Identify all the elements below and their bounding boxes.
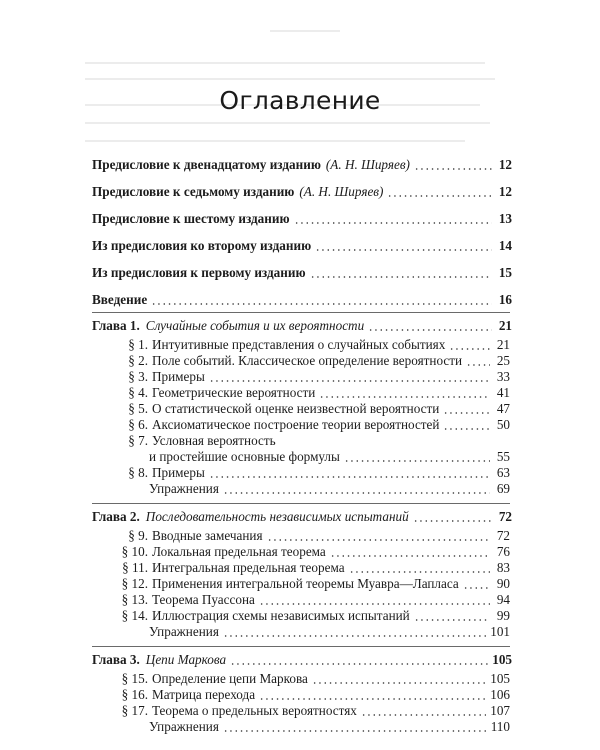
- dot-leader: [368, 329, 492, 331]
- section-title: Геометрические вероятности: [152, 385, 316, 400]
- dot-leader: [223, 492, 490, 494]
- page-number: 90: [496, 576, 510, 591]
- toc-entry-preface-12[interactable]: [92, 157, 512, 173]
- page-number: 72: [496, 528, 510, 543]
- section-number: § 12.: [121, 576, 148, 591]
- section-title: Матрица перехода: [152, 687, 256, 702]
- page-number: 94: [496, 592, 510, 607]
- section-title: Примеры: [152, 465, 205, 480]
- section-number: § 2.: [128, 353, 148, 368]
- page-number: 72: [498, 509, 512, 524]
- page-number: 21: [498, 318, 512, 333]
- dot-leader: [361, 714, 486, 716]
- dot-leader: [443, 412, 490, 414]
- page-number: 13: [498, 211, 512, 226]
- section-number: § 4.: [128, 385, 148, 400]
- section-title: Аксиоматическое построение теории вероятностей: [152, 417, 440, 432]
- dot-leader: [312, 682, 486, 684]
- chapter-label: Глава 1.: [92, 318, 140, 333]
- toc-chapter-1[interactable]: [92, 318, 512, 334]
- section-number: § 13.: [121, 592, 148, 607]
- section-title: Поле событий. Классическое определение вероятности: [152, 353, 463, 368]
- toc-exercises-ch2[interactable]: [149, 624, 510, 640]
- section-title: Условная вероятность: [152, 433, 276, 448]
- toc-entry-preface-2[interactable]: [92, 238, 512, 254]
- toc-entry-label: Предисловие к двенадцатому изданию: [92, 157, 321, 172]
- dot-leader: [387, 195, 492, 197]
- toc-entry-label: Введение: [92, 292, 148, 307]
- dot-leader: [209, 380, 490, 382]
- dot-leader: [349, 571, 490, 573]
- page-number: 33: [496, 369, 510, 384]
- chapter-title: Цепи Маркова: [145, 652, 227, 667]
- toc-exercises-ch3[interactable]: [149, 719, 510, 735]
- toc-entry-author: (А. Н. Ширяев): [325, 157, 410, 172]
- section-title: Интуитивные представления о случайных событиях: [152, 337, 446, 352]
- toc-section-14[interactable]: [112, 608, 510, 624]
- toc-section-5[interactable]: [112, 401, 510, 417]
- toc-section-4[interactable]: [112, 385, 510, 401]
- section-title: Упражнения: [149, 719, 219, 734]
- dot-leader: [315, 249, 492, 251]
- page-number: 12: [498, 184, 512, 199]
- show-through-artifact: [0, 0, 600, 150]
- section-title: Определение цепи Маркова: [152, 671, 308, 686]
- section-title: Интегральная предельная теорема: [152, 560, 345, 575]
- toc-exercises-ch1[interactable]: [149, 481, 510, 497]
- toc-chapter-2[interactable]: [92, 509, 512, 525]
- page-number: 110: [490, 719, 510, 734]
- section-number: § 16.: [121, 687, 148, 702]
- toc-section-10[interactable]: [112, 544, 510, 560]
- section-title: Иллюстрация схемы независимых испытаний: [152, 608, 410, 623]
- toc-entry-label: Предисловие к седьмому изданию: [92, 184, 295, 199]
- section-number: § 17.: [121, 703, 148, 718]
- page-number: 16: [498, 292, 512, 307]
- toc-section-2[interactable]: [112, 353, 510, 369]
- page-number: 14: [498, 238, 512, 253]
- section-number: § 10.: [121, 544, 148, 559]
- dot-leader: [259, 698, 486, 700]
- dot-leader: [466, 364, 490, 366]
- chapter-title: Последовательность независимых испытаний: [145, 509, 409, 524]
- toc-entry-preface-6[interactable]: [92, 211, 512, 227]
- toc-section-17[interactable]: [112, 703, 510, 719]
- toc-section-13[interactable]: [112, 592, 510, 608]
- section-number: § 8.: [128, 465, 148, 480]
- toc-section-7[interactable]: [112, 433, 510, 449]
- toc-entry-preface-7[interactable]: [92, 184, 512, 200]
- dot-leader: [151, 303, 492, 305]
- page-number: 69: [496, 481, 510, 496]
- section-title: О статистической оценке неизвестной вероятности: [152, 401, 440, 416]
- dot-leader: [413, 520, 492, 522]
- dot-leader: [223, 730, 487, 732]
- page-number: 76: [496, 544, 510, 559]
- toc-entry-introduction[interactable]: [92, 292, 512, 308]
- dot-leader: [463, 587, 490, 589]
- dot-leader: [267, 539, 490, 541]
- section-title: Упражнения: [149, 481, 219, 496]
- section-number: § 15.: [121, 671, 148, 686]
- page-number: 107: [490, 703, 510, 718]
- section-title-continued: и простейшие основные формулы: [149, 449, 340, 464]
- dot-leader: [294, 222, 492, 224]
- dot-leader: [344, 460, 490, 462]
- page-number: 41: [496, 385, 510, 400]
- toc-section-6[interactable]: [112, 417, 510, 433]
- toc-section-15[interactable]: [112, 671, 510, 687]
- section-title: Вводные замечания: [152, 528, 263, 543]
- page-number: 21: [496, 337, 510, 352]
- chapter-divider: [92, 646, 510, 647]
- page-number: 99: [496, 608, 510, 623]
- toc-section-3[interactable]: [112, 369, 510, 385]
- dot-leader: [330, 555, 490, 557]
- dot-leader: [449, 348, 490, 350]
- toc-entry-label: Из предисловия ко второму изданию: [92, 238, 312, 253]
- dot-leader: [310, 276, 492, 278]
- toc-entry-author: (А. Н. Ширяев): [299, 184, 384, 199]
- page-number: 63: [496, 465, 510, 480]
- toc-section-1[interactable]: [112, 337, 510, 353]
- section-title: Примеры: [152, 369, 205, 384]
- page-number: 47: [496, 401, 510, 416]
- toc-section-11[interactable]: [112, 560, 510, 576]
- page-number: 101: [490, 624, 510, 639]
- dot-leader: [319, 396, 490, 398]
- section-number: § 6.: [128, 417, 148, 432]
- chapter-label: Глава 3.: [92, 652, 140, 667]
- dot-leader: [414, 168, 492, 170]
- chapter-divider: [92, 503, 510, 504]
- page-number: 106: [490, 687, 510, 702]
- toc-section-16[interactable]: [112, 687, 510, 703]
- page-title: Оглавление: [219, 86, 381, 115]
- toc-section-8[interactable]: [112, 465, 510, 481]
- dot-leader: [223, 635, 486, 637]
- page-number: 105: [492, 652, 512, 667]
- section-number: § 14.: [121, 608, 148, 623]
- page-number: 55: [496, 449, 510, 464]
- chapter-label: Глава 2.: [92, 509, 140, 524]
- section-number: § 1.: [128, 337, 148, 352]
- page-number: 83: [496, 560, 510, 575]
- chapter-divider: [92, 312, 510, 313]
- section-number: § 7.: [128, 433, 148, 448]
- section-title: Теорема Пуассона: [152, 592, 255, 607]
- toc-section-12[interactable]: [112, 576, 510, 592]
- toc-chapter-3[interactable]: [92, 652, 512, 668]
- dot-leader: [259, 603, 490, 605]
- section-number: § 9.: [128, 528, 148, 543]
- toc-entry-label: Предисловие к шестому изданию: [92, 211, 290, 226]
- page-number: 50: [496, 417, 510, 432]
- section-title: Применения интегральной теоремы Муавра—Лапласа: [152, 576, 459, 591]
- page-number: 12: [498, 157, 512, 172]
- toc-entry-label: Из предисловия к первому изданию: [92, 265, 306, 280]
- section-number: § 11.: [122, 560, 148, 575]
- dot-leader: [414, 619, 490, 621]
- section-number: § 5.: [128, 401, 148, 416]
- toc-entry-preface-1[interactable]: [92, 265, 512, 281]
- page-number: 25: [496, 353, 510, 368]
- section-title: Локальная предельная теорема: [152, 544, 326, 559]
- dot-leader: [230, 663, 488, 665]
- section-title: Теорема о предельных вероятностях: [152, 703, 357, 718]
- page-number: 105: [490, 671, 510, 686]
- toc-section-9[interactable]: [112, 528, 510, 544]
- section-title: Упражнения: [149, 624, 219, 639]
- dot-leader: [443, 428, 490, 430]
- chapter-title: Случайные события и их вероятности: [145, 318, 365, 333]
- dot-leader: [209, 476, 490, 478]
- section-number: § 3.: [128, 369, 148, 384]
- toc-section-7-continued[interactable]: [149, 449, 510, 465]
- page-number: 15: [498, 265, 512, 280]
